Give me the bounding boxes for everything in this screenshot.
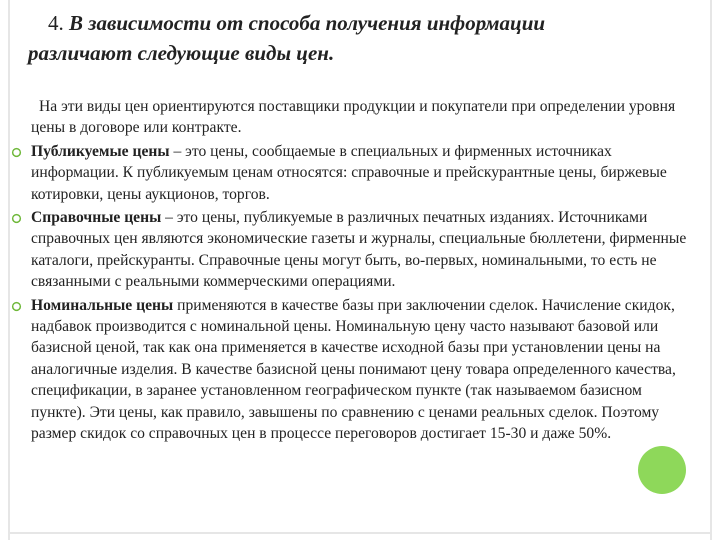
slide-body xyxy=(31,96,695,447)
ring-bullet-icon xyxy=(11,213,22,224)
title-number: 4. xyxy=(48,11,64,35)
definition-published: – это цены, сообщаемые в специальных и фирменных источниках информации. К публикуемым ценам относятся: справочные и прейскурантные цены, биржевые котировки, цены аукционов, торгов. xyxy=(31,142,667,203)
frame-bottom-border xyxy=(8,532,712,534)
title-line-2: различают следующие виды цен. xyxy=(28,41,335,65)
list-item-reference xyxy=(31,207,695,293)
definition-reference: – это цены, публикуемые в различных печатных изданиях. Источниками справочных цен являются экономические газеты и журналы, специальные бюллетени, фирменные каталоги, прейскуранты. Справочные цены могут быть, во-первых, номинальными, то есть не связанными с реальными коммерческими операциями. xyxy=(31,209,687,291)
intro-paragraph: На эти виды цен ориентируются поставщики продукции и покупатели при определении уровня цены в договоре или контракте. xyxy=(31,98,676,137)
frame-right-border xyxy=(710,0,712,540)
frame-left-border xyxy=(8,0,10,540)
slide-title xyxy=(28,8,688,68)
list-item-nominal xyxy=(31,295,695,445)
ring-bullet-icon xyxy=(11,147,22,158)
title-line-1 xyxy=(28,8,688,38)
definition-nominal: применяются в качестве базы при заключении сделок. Начисление скидок, надбавок производится с номинальной цены. Номинальную цену часто называют базовой или базисной ценой, так как она применяется в качестве исходной базы при установлении цены на аналогичные изделия. В качестве базисной цены понимают цену товара определенного качества, спецификации, в заранее установленном географическом пункте (так называемом базисном пункте). Эти цены, как правило, завышены по сравнению с ценами реальных сделок. Поэтому размер скидок со справочных цен в процессе переговоров достигает 15-30 и даже 50%. xyxy=(31,296,676,443)
ring-bullet-icon xyxy=(11,301,22,312)
title-text-1: В зависимости от способа получения информации xyxy=(69,11,546,35)
term-nominal: Номинальные цены xyxy=(31,296,174,314)
term-reference: Справочные цены xyxy=(31,209,162,227)
green-circle-decoration xyxy=(638,446,686,494)
list-item-published xyxy=(31,141,695,205)
term-published: Публикуемые цены xyxy=(31,142,170,160)
